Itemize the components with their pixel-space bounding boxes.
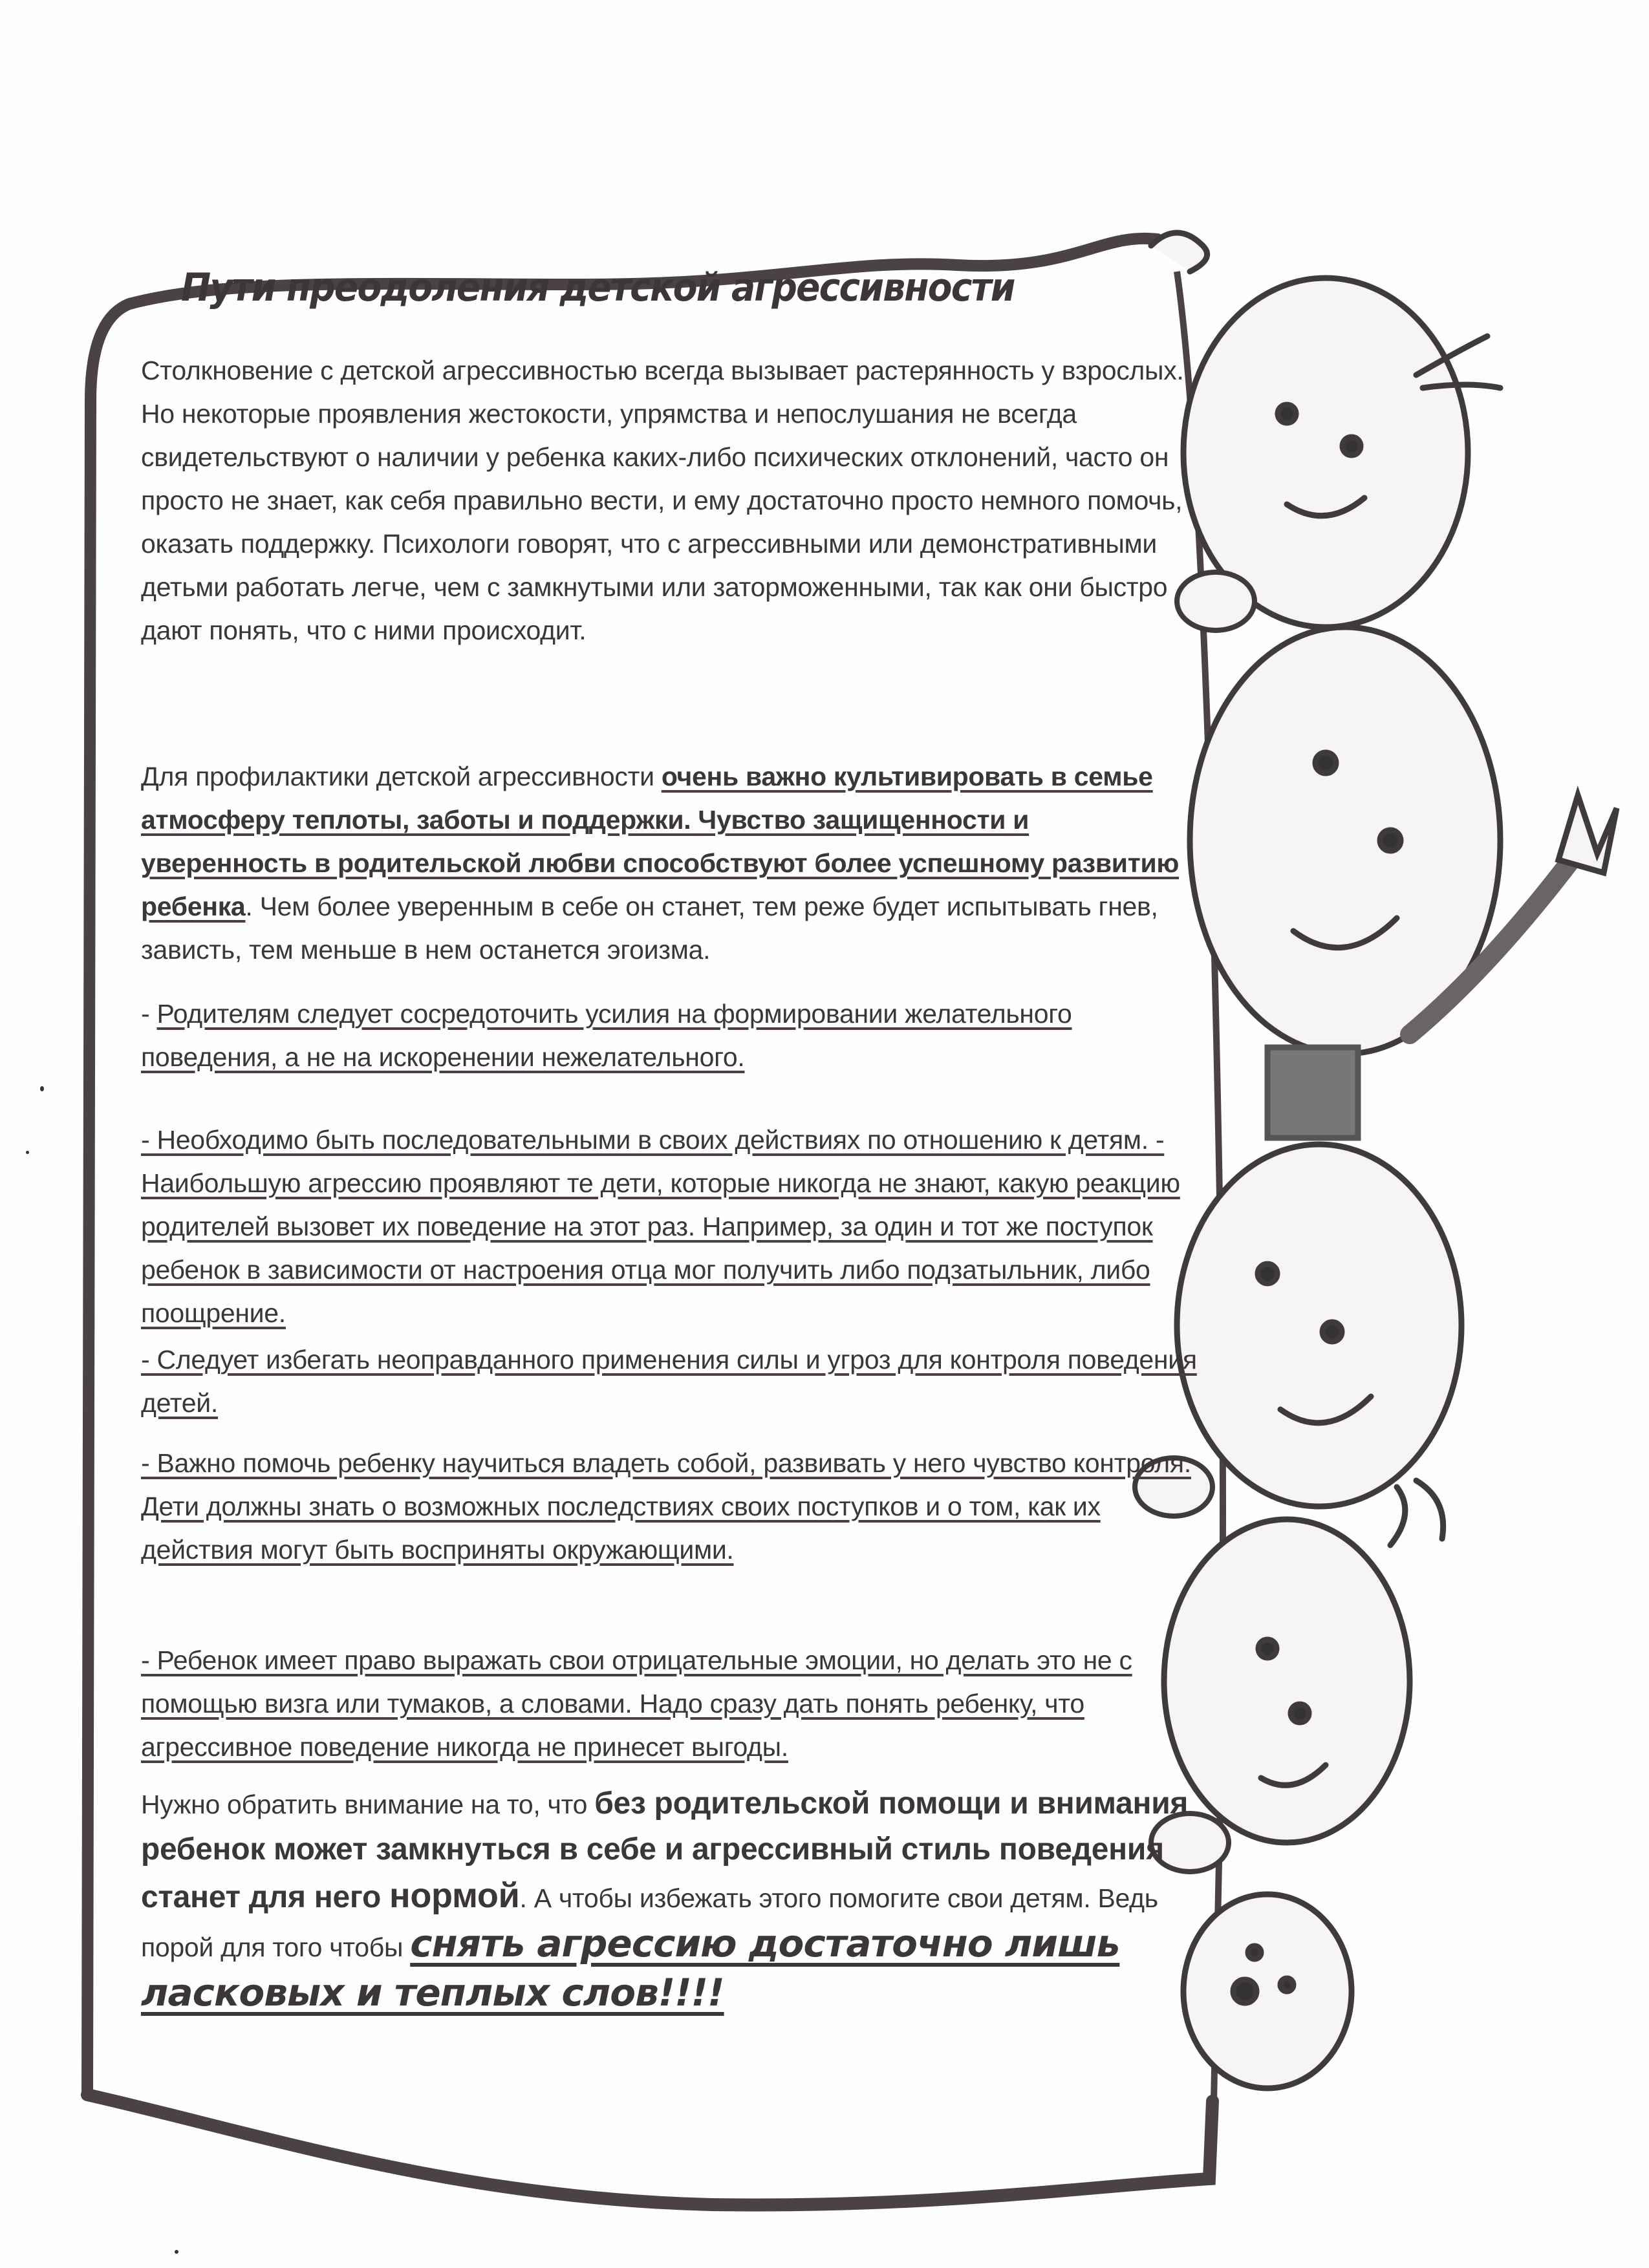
girl-pigtails-figure <box>1151 233 1500 627</box>
scan-speck <box>175 2250 178 2254</box>
prevention-paragraph <box>141 755 1202 972</box>
scan-speck <box>40 1086 44 1091</box>
prevention-tail: . Чем более уверенным в себе он станет, тем реже будет испытывать гнев, зависть, тем меньше в нем останется эгоизма. <box>141 892 1158 965</box>
prevention-lead: Для профилактики детской агрессивности <box>141 762 662 791</box>
bullet-dash: - <box>141 1645 157 1675</box>
bullet-item <box>141 1118 1202 1335</box>
bear-cub-figure <box>1183 1894 1352 2088</box>
bullet-text: Следует избегать неоправданного применения силы и угроз для контроля поведения детей. <box>141 1345 1197 1418</box>
bullet-dash: - <box>141 1125 157 1155</box>
closing-bold-large: нормой <box>389 1876 520 1915</box>
scan-speck <box>26 1151 29 1154</box>
closing-fancy: снять агрессию достаточно лишь ласковых и теплых слов!!!! <box>141 1921 1120 2015</box>
intro-text: Столкновение с детской агрессивностью всегда вызывает растерянность у взрослых. Но некоторые проявления жестокости, упрямства и непослушания не всегда свидетельствуют о наличии у ребенка каких-либо психических отклонений, часто он просто не знает, как себя правильно вести, и ему достаточно просто немного помочь, оказать поддержку. Психологи говорят, что с агрессивными или демонстративными детьми работать легче, чем с замкнутыми или заторможенными, так как они быстро дают понять, что с ними происходит. <box>141 356 1184 645</box>
girl-ponytail-figure <box>1177 1144 1461 1545</box>
closing-paragraph <box>141 1781 1202 2019</box>
bullet-text: Родителям следует сосредоточить усилия на формировании желательного поведения, а не на искоренении нежелательного. <box>141 999 1072 1072</box>
bullet-dash: - <box>141 1448 157 1478</box>
closing-bold: без родительской помощи и внимания ребенок может замкнуться в себе и агрессивный стиль поведения станет для него <box>141 1786 1189 1914</box>
closing-mid: . А чтобы избежать этого помогите свои детям. Ведь порой для того чтобы <box>141 1883 1158 1962</box>
bullet-item <box>141 1442 1202 1572</box>
bullet-item <box>141 1338 1202 1425</box>
bullet-text: Ребенок имеет право выражать свои отрицательные эмоции, но делать это не с помощью визга или тумаков, а словами. Надо сразу дать понять ребенку, что агрессивное поведение никогда не принесет выгоды. <box>141 1645 1132 1762</box>
waving-boy-figure <box>1190 627 1617 1138</box>
prevention-emphasis: очень важно культивировать в семье атмосферу теплоты, заботы и поддержки. Чувство защищенности и уверенность в родительской любви способствуют более успешному развитию ребенка <box>141 762 1180 921</box>
bullet-item <box>141 992 1202 1079</box>
intro-paragraph <box>141 349 1202 652</box>
bullet-text: Необходимо быть последовательными в своих действиях по отношению к детям. - Наибольшую агрессию проявляют те дети, которые никогда не знают, какую реакцию родителей вызовет их поведение на этот раз. Например, за один и тот же поступок ребенок в зависимости от настроения отца мог получить либо подзатыльник, либо поощрение. <box>141 1125 1180 1328</box>
bullet-item <box>141 1639 1202 1769</box>
bullet-dash: - <box>141 999 157 1029</box>
page-title: Пути преодоления детской агрессивности <box>181 265 1015 310</box>
bullet-dash: - <box>141 1345 157 1375</box>
bullet-text: Важно помочь ребенку научиться владеть собой, развивать у него чувство контроля. Дети должны знать о возможных последствиях своих поступков и о том, как их действия могут быть восприняты окружающими. <box>141 1448 1191 1565</box>
closing-lead: Нужно обратить внимание на то, что <box>141 1790 595 1819</box>
